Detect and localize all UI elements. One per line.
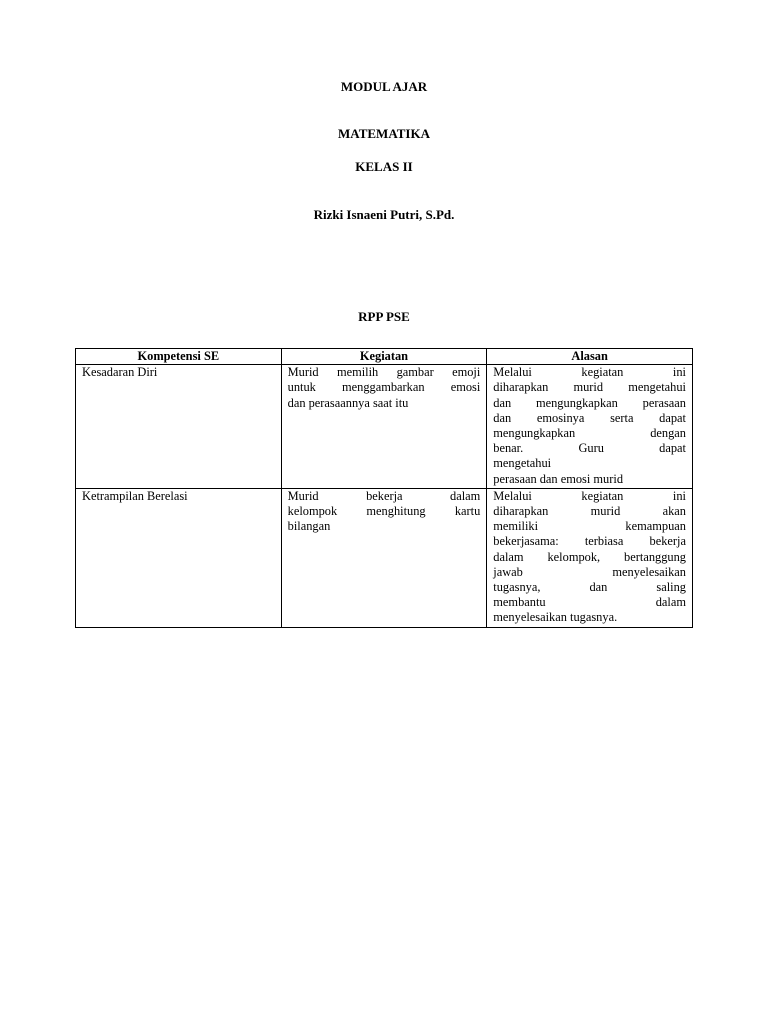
header-alasan: Alasan xyxy=(487,349,693,365)
document-title: MODUL AJAR xyxy=(340,79,428,94)
cell-text-line: benar. Guru dapat xyxy=(493,441,686,456)
header-kegiatan: Kegiatan xyxy=(281,349,487,365)
cell-text-line: dan emosinya serta dapat xyxy=(493,410,686,425)
cell-alasan xyxy=(487,365,693,489)
cell-text-line: untuk menggambarkan emosi xyxy=(287,380,481,395)
rpp-table xyxy=(75,348,693,628)
cell-kompetensi: Ketrampilan Berelasi xyxy=(76,488,282,627)
cell-text-line: tugasnya, dan saling xyxy=(493,580,686,595)
cell-kompetensi: Kesadaran Diri xyxy=(76,365,282,489)
section-title: RPP PSE xyxy=(358,309,410,324)
cell-text-line: kelompok menghitung kartu xyxy=(287,504,481,519)
cell-text-line: diharapkan murid mengetahui xyxy=(493,380,686,395)
cell-text-line: dan mengungkapkan perasaan xyxy=(493,395,686,410)
cell-kegiatan xyxy=(281,365,487,489)
cell-text-line: diharapkan murid akan xyxy=(493,504,686,519)
document-author: Rizki Isnaeni Putri, S.Pd. xyxy=(313,207,455,222)
document-class: KELAS II xyxy=(355,159,413,174)
cell-text-line: dalam kelompok, bertanggung xyxy=(493,549,686,564)
cell-text-line: memiliki kemampuan xyxy=(493,519,686,534)
table-header-row xyxy=(76,349,693,365)
cell-text-line: mengetahui xyxy=(493,456,552,471)
cell-text-line: bilangan xyxy=(287,519,331,534)
cell-text-line: mengungkapkan dengan xyxy=(493,426,686,441)
cell-text-line: Murid memilih gambar emoji xyxy=(287,365,481,380)
cell-text-line: dan perasaannya saat itu xyxy=(287,395,409,410)
cell-text-line: Murid bekerja dalam xyxy=(287,488,481,503)
cell-text-line: Melalui kegiatan ini xyxy=(493,488,686,503)
document-subject: MATEMATIKA xyxy=(338,126,430,141)
header-kompetensi: Kompetensi SE xyxy=(76,349,282,365)
cell-alasan xyxy=(487,488,693,627)
cell-text-line: membantu dalam xyxy=(493,595,686,610)
cell-kegiatan xyxy=(281,488,487,627)
table-row xyxy=(76,488,693,627)
cell-text-line: jawab menyelesaikan xyxy=(493,564,686,579)
cell-text-line: menyelesaikan tugasnya. xyxy=(493,610,618,625)
cell-text-line: perasaan dan emosi murid xyxy=(493,471,624,486)
cell-text-line: bekerjasama: terbiasa bekerja xyxy=(493,534,686,549)
cell-text-line: Melalui kegiatan ini xyxy=(493,365,686,380)
table-row xyxy=(76,365,693,489)
